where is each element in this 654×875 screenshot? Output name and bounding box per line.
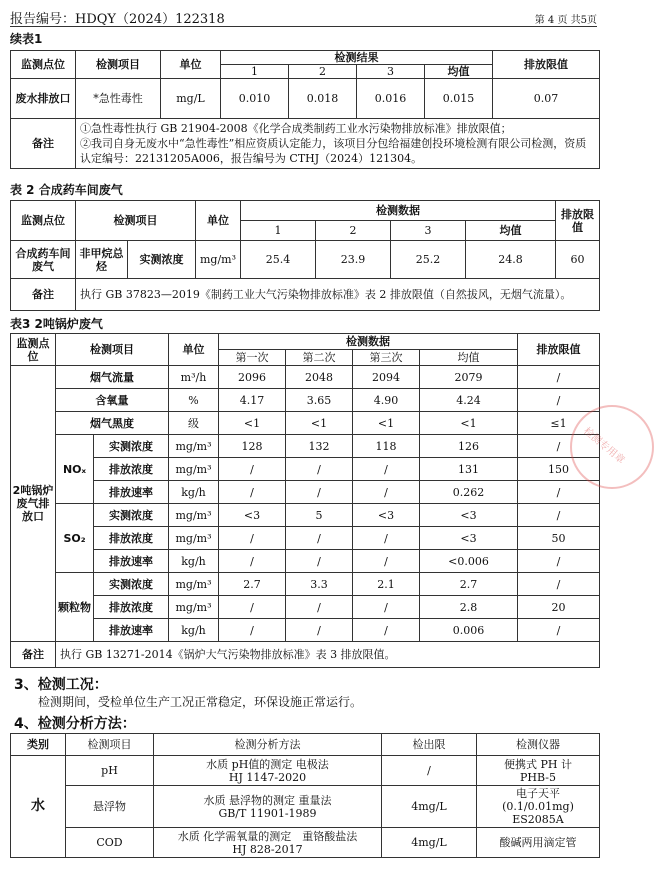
t4-method-name: 水质 悬浮物的测定 重量法	[203, 793, 332, 807]
t3-value: /	[518, 481, 600, 504]
t1-header-limit: 排放限值	[493, 51, 600, 79]
t3-point: 2吨锅炉废气排放口	[11, 366, 56, 642]
t3-value: /	[518, 389, 600, 412]
t3-unit: m³/h	[169, 366, 219, 389]
t3-unit: %	[169, 389, 219, 412]
t2-header-limit: 排放限值	[556, 201, 600, 241]
t3-value: ≤1	[518, 412, 600, 435]
t3-value: 2.8	[420, 596, 518, 619]
t4-method-name: 水质 化学需氧量的测定 重铬酸盐法	[177, 829, 358, 843]
t4-inst-line: 电子天平	[516, 787, 560, 800]
t2-limit: 60	[556, 241, 600, 279]
t4-inst-line: 便携式 PH 计	[504, 757, 572, 771]
t3-header-r2: 第二次	[286, 350, 353, 366]
t2-header-unit: 单位	[196, 201, 241, 241]
inspection-seal	[570, 405, 654, 489]
t3-value: /	[286, 527, 353, 550]
table1	[10, 50, 600, 169]
t3-sub-item: 排放浓度	[94, 596, 169, 619]
t4-method	[154, 756, 382, 786]
t3-value: <0.006	[420, 550, 518, 573]
section4-title: 4、检测分析方法：	[14, 716, 136, 732]
t2-point: 合成药车间废气	[11, 241, 76, 279]
t3-value: /	[353, 458, 420, 481]
t3-value: /	[219, 481, 286, 504]
t3-unit: mg/m³	[169, 435, 219, 458]
page-header	[10, 6, 597, 27]
t3-sub-item: 实测浓度	[94, 504, 169, 527]
t3-header-avg: 均值	[420, 350, 518, 366]
inspection-seal-text: 检测专用章	[581, 425, 627, 467]
t3-value: /	[353, 619, 420, 642]
t4-inst-line: PHB-5	[520, 770, 556, 784]
t3-note: 执行 GB 13271-2014《锅炉大气污染物排放标准》表 3 排放限值。	[56, 642, 600, 668]
t3-unit: mg/m³	[169, 596, 219, 619]
t1-note-label: 备注	[11, 119, 76, 169]
t4-item: 悬浮物	[66, 786, 154, 828]
t1-note-2: ②我司自身无废水中“急性毒性”相应资质认定能力，该项目分包给福建创投环境检测有限公司检测，资质认定编号：22131205A006，报告编号为 CTHJ（2024）121304。	[80, 137, 587, 165]
t3-value: /	[286, 458, 353, 481]
t4-inst-line: (0.1/0.01mg)	[502, 800, 574, 813]
t2-header-data: 检测数据	[241, 201, 556, 221]
t3-note-label: 备注	[11, 642, 56, 668]
t4-item: pH	[66, 756, 154, 786]
table2	[10, 200, 600, 311]
t3-header-limit: 排放限值	[518, 334, 600, 366]
t4-header-instrument: 检测仪器	[477, 734, 600, 756]
table-row	[11, 435, 600, 458]
t2-v2: 23.9	[316, 241, 391, 279]
t3-value: 20	[518, 596, 600, 619]
t2-header-r2: 2	[316, 221, 391, 241]
t3-value: <3	[219, 504, 286, 527]
table-row	[11, 389, 600, 412]
t3-value: 126	[420, 435, 518, 458]
t3-value: 50	[518, 527, 600, 550]
table-row	[11, 596, 600, 619]
t3-value: /	[518, 550, 600, 573]
t3-value: 0.006	[420, 619, 518, 642]
t3-value: /	[219, 550, 286, 573]
t1-avg: 0.015	[425, 79, 493, 119]
t3-sub-item: 实测浓度	[94, 573, 169, 596]
t1-v3: 0.016	[357, 79, 425, 119]
t3-value: /	[353, 527, 420, 550]
t3-value: /	[219, 527, 286, 550]
t4-method-std: GB/T 11901-1989	[218, 806, 317, 820]
t4-inst-line: ES2085A	[512, 813, 564, 826]
t3-value: 132	[286, 435, 353, 458]
section3-text: 检测期间，受检单位生产工况正常稳定，环保设施正常运行。	[38, 695, 363, 709]
t1-note	[76, 119, 600, 169]
t4-instrument: 酸碱两用滴定管	[477, 828, 600, 858]
t4-header-method: 检测分析方法	[154, 734, 382, 756]
table-row	[11, 619, 600, 642]
t4-header-limit: 检出限	[382, 734, 477, 756]
t3-value: 4.24	[420, 389, 518, 412]
t4-header-item: 检测项目	[66, 734, 154, 756]
t3-unit: mg/m³	[169, 458, 219, 481]
t1-header-results: 检测结果	[221, 51, 493, 65]
t3-value: 2079	[420, 366, 518, 389]
t3-value: /	[518, 619, 600, 642]
table-row	[11, 573, 600, 596]
t3-unit: mg/m³	[169, 573, 219, 596]
t3-value: 2.7	[219, 573, 286, 596]
t3-value: 3.65	[286, 389, 353, 412]
table3	[10, 333, 600, 668]
t3-value: <1	[353, 412, 420, 435]
t3-sub-item: 排放速率	[94, 550, 169, 573]
t1-unit: mg/L	[161, 79, 221, 119]
t3-value: 2.7	[420, 573, 518, 596]
t3-value: <3	[420, 504, 518, 527]
table-row	[11, 366, 600, 389]
t3-value: <1	[219, 412, 286, 435]
t1-header-unit: 单位	[161, 51, 221, 79]
t3-value: /	[286, 481, 353, 504]
t1-note-1: ①急性毒性执行 GB 21904-2008《化学合成类制药工业水污染物排放标准》排放限值；	[80, 122, 512, 135]
t3-unit: mg/m³	[169, 504, 219, 527]
t4-method-name: 水质 pH值的测定 电极法	[206, 757, 329, 771]
t3-header-data: 检测数据	[219, 334, 518, 350]
t3-header-r1: 第一次	[219, 350, 286, 366]
t3-value: /	[518, 366, 600, 389]
table-row	[11, 550, 600, 573]
t3-value: 128	[219, 435, 286, 458]
t3-group-name: SO₂	[56, 504, 94, 573]
t4-item: COD	[66, 828, 154, 858]
t1-v2: 0.018	[289, 79, 357, 119]
t3-header-point: 监测点位	[11, 334, 56, 366]
t1-header-avg: 均值	[425, 65, 493, 79]
t2-unit: mg/m³	[196, 241, 241, 279]
t2-v3: 25.2	[391, 241, 466, 279]
t3-value: /	[518, 504, 600, 527]
t3-unit: kg/h	[169, 481, 219, 504]
t3-value: 131	[420, 458, 518, 481]
t3-body	[11, 366, 600, 642]
t3-header-unit: 单位	[169, 334, 219, 366]
t3-sub-item: 实测浓度	[94, 435, 169, 458]
t3-value: /	[353, 481, 420, 504]
t3-item: 含氧量	[56, 389, 169, 412]
table-row	[11, 458, 600, 481]
t2-v1: 25.4	[241, 241, 316, 279]
table-row	[11, 412, 600, 435]
t1-point: 废水排放口	[11, 79, 76, 119]
t3-value: 2094	[353, 366, 420, 389]
t3-value: /	[219, 596, 286, 619]
t3-value: /	[286, 596, 353, 619]
t3-unit: kg/h	[169, 619, 219, 642]
t3-value: 118	[353, 435, 420, 458]
t1-header-point: 监测点位	[11, 51, 76, 79]
t4-limit: /	[382, 756, 477, 786]
t3-sub-item: 排放浓度	[94, 458, 169, 481]
t3-value: <1	[286, 412, 353, 435]
t3-value: 2096	[219, 366, 286, 389]
t3-value: /	[286, 619, 353, 642]
t1-v1: 0.010	[221, 79, 289, 119]
t1-limit: 0.07	[493, 79, 600, 119]
t3-value: <3	[420, 527, 518, 550]
t3-value: /	[353, 550, 420, 573]
t3-sub-item: 排放浓度	[94, 527, 169, 550]
table2-caption: 表 2 合成药车间废气	[10, 183, 123, 197]
t1-header-r2: 2	[289, 65, 357, 79]
t3-unit: kg/h	[169, 550, 219, 573]
t3-value: 0.262	[420, 481, 518, 504]
t4-method	[154, 828, 382, 858]
t1-header-r3: 3	[357, 65, 425, 79]
t2-note-label: 备注	[11, 279, 76, 311]
t2-avg: 24.8	[466, 241, 556, 279]
table4	[10, 733, 600, 858]
t2-note: 执行 GB 37823—2019《制药工业大气污染物排放标准》表 2 排放限值（自然拔风，无烟气流量）。	[76, 279, 600, 311]
t3-value: <1	[420, 412, 518, 435]
t3-value: /	[219, 619, 286, 642]
t3-sub-item: 排放速率	[94, 481, 169, 504]
t4-limit: 4mg/L	[382, 786, 477, 828]
t2-header-r1: 1	[241, 221, 316, 241]
t3-value: /	[518, 435, 600, 458]
t3-header-item: 检测项目	[56, 334, 169, 366]
page-number: 第 4 页 共5页	[534, 15, 597, 26]
t4-header-category: 类别	[11, 734, 66, 756]
t1-header-r1: 1	[221, 65, 289, 79]
table1-caption: 续表1	[10, 32, 43, 46]
t4-method-std: HJ 1147-2020	[228, 770, 307, 784]
t3-group-name: NOₓ	[56, 435, 94, 504]
report-number: 报告编号：HDQY（2024）122318	[10, 12, 225, 27]
t3-header-r3: 第三次	[353, 350, 420, 366]
t4-method-std: HJ 828-2017	[232, 842, 303, 856]
t4-category: 水	[11, 756, 66, 858]
t3-group-name: 颗粒物	[56, 573, 94, 642]
t3-value: 4.90	[353, 389, 420, 412]
t3-value: <3	[353, 504, 420, 527]
t3-value: /	[286, 550, 353, 573]
t3-value: 4.17	[219, 389, 286, 412]
t4-instrument	[477, 756, 600, 786]
t1-item: *急性毒性	[76, 79, 161, 119]
t4-instrument	[477, 786, 600, 828]
t3-sub-item: 排放速率	[94, 619, 169, 642]
table-row	[11, 504, 600, 527]
t3-value: 3.3	[286, 573, 353, 596]
t3-value: 5	[286, 504, 353, 527]
t2-header-r3: 3	[391, 221, 466, 241]
t3-value: 2.1	[353, 573, 420, 596]
t2-header-avg: 均值	[466, 221, 556, 241]
table3-caption: 表3 2吨锅炉废气	[10, 317, 103, 331]
t3-value: /	[518, 573, 600, 596]
t3-item: 烟气黑度	[56, 412, 169, 435]
t3-value: 150	[518, 458, 600, 481]
t4-method	[154, 786, 382, 828]
t3-value: /	[353, 596, 420, 619]
t2-item: 非甲烷总烃	[76, 241, 128, 279]
t2-sub: 实测浓度	[128, 241, 196, 279]
t4-limit: 4mg/L	[382, 828, 477, 858]
t3-value: 2048	[286, 366, 353, 389]
t2-header-item: 检测项目	[76, 201, 196, 241]
table-row	[11, 527, 600, 550]
t3-value: /	[219, 458, 286, 481]
t3-unit: 级	[169, 412, 219, 435]
table-row	[11, 481, 600, 504]
t3-item: 烟气流量	[56, 366, 169, 389]
t2-header-point: 监测点位	[11, 201, 76, 241]
section3-title: 3、检测工况：	[14, 677, 108, 693]
t3-unit: mg/m³	[169, 527, 219, 550]
t1-header-item: 检测项目	[76, 51, 161, 79]
